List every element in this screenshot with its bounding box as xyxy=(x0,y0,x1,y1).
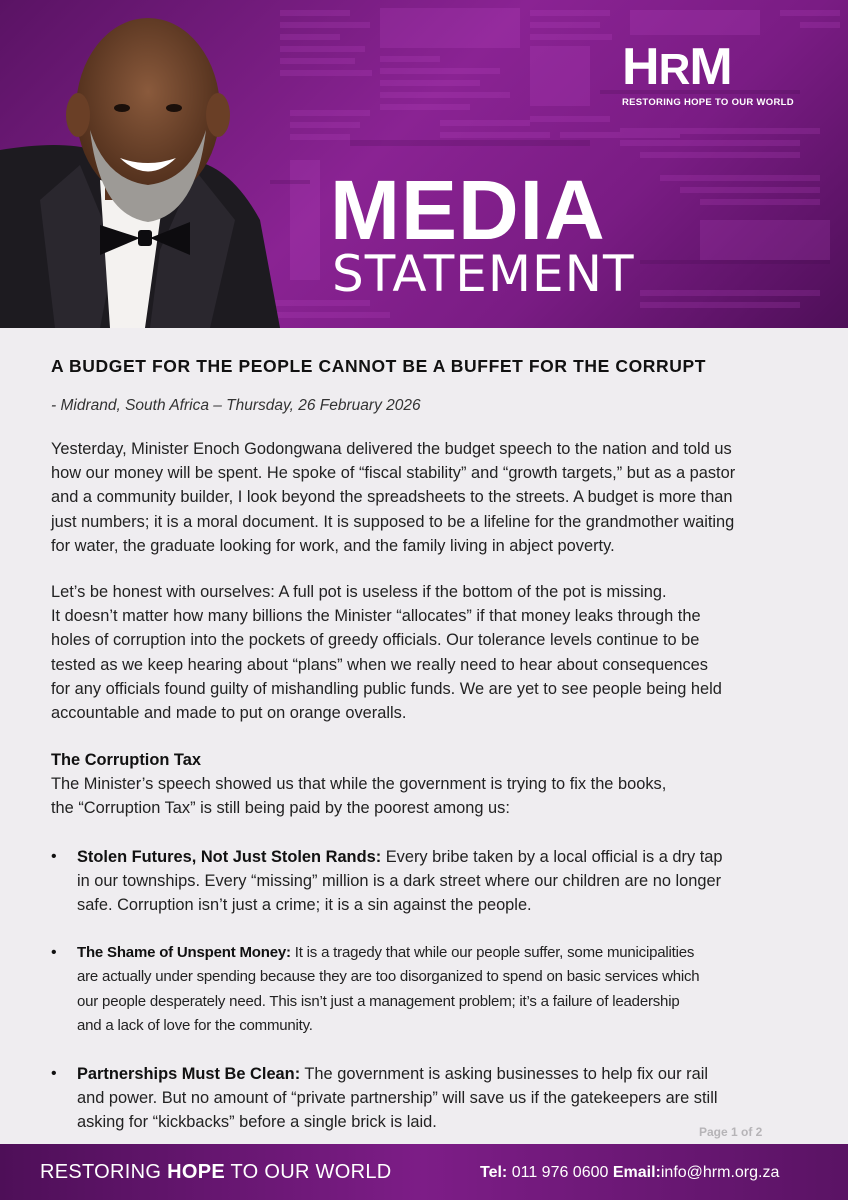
section-title-corruption-tax: The Corruption Tax xyxy=(51,751,201,770)
paragraph-line: Yesterday, Minister Enoch Godongwana delivered the budget speech to the nation and told us xyxy=(51,440,732,458)
bullet-title: The Shame of Unspent Money: xyxy=(77,944,291,962)
article-content xyxy=(51,356,803,1159)
bullet-item: • Stolen Futures, Not Just Stolen Rands: Every bribe taken by a local official is a dry tap in our townships. Every “missing” million is a dark street where our children are no longer safe. Corruption isn’t just a crime; it is a sin against the people. xyxy=(51,845,803,918)
paragraph-line: for any officials found guilty of mishandling public funds. We are yet to see people being held xyxy=(51,679,722,698)
bullet-item: • Partnerships Must Be Clean: The government is asking businesses to help fix our rail and power. But no amount of “private partnership” will save us if the gatekeepers are still asking for “kickbacks” before a single brick is laid. xyxy=(51,1062,803,1135)
paragraph-line: accountable and made to put on orange overalls. xyxy=(51,704,407,723)
page-number: Page 1 of 2 xyxy=(699,1125,763,1139)
paragraph-line: and a community builder, I look beyond the spreadsheets to the streets. A budget is more than xyxy=(51,488,733,507)
paragraph-line: holes of corruption into the pockets of greedy officials. Our tolerance levels continue to be xyxy=(51,631,700,650)
bullet-item: • The Shame of Unspent Money: It is a tragedy that while our people suffer, some municipalities are actually under spending because they are too disorganized to spend on basic services which our people desperately need. This isn’t just a management problem; it’s a failure of leadership and a lack of love for the community. xyxy=(51,941,803,1038)
bullet-list xyxy=(51,845,803,1135)
logo-mark: HRM xyxy=(622,38,732,96)
article-dateline: - Midrand, South Africa – Thursday, 26 February 2026 xyxy=(51,397,421,414)
section-intro xyxy=(51,772,803,820)
paragraph-line: for water, the graduate looking for work, and the family living in abject poverty. xyxy=(51,536,615,555)
tel-label: Tel: xyxy=(480,1164,508,1181)
paragraph-line: tested as we keep hearing about “plans” when we really need to hear about consequences xyxy=(51,655,708,674)
paragraph-line: just numbers; it is a moral document. It is supposed to be a lifeline for the grandmother waiting xyxy=(51,512,735,531)
article-headline: A BUDGET FOR THE PEOPLE CANNOT BE A BUFFET FOR THE CORRUPT xyxy=(51,356,707,376)
email-value[interactable]: info@hrm.org.za xyxy=(660,1164,780,1181)
paragraph-line: The Minister’s speech showed us that while the government is trying to fix the books, xyxy=(51,775,667,794)
title-statement: STATEMENT xyxy=(332,245,635,303)
title-media: MEDIA xyxy=(330,163,606,257)
paragraph-line: how our money will be spent. He spoke of “fiscal stability” and “growth targets,” but as a pastor xyxy=(51,464,736,483)
header-banner xyxy=(0,0,848,328)
bullet-title: Partnerships Must Be Clean: xyxy=(77,1065,301,1084)
paragraph-2 xyxy=(51,580,803,725)
spokesperson-portrait xyxy=(0,0,300,328)
tel-value[interactable]: 011 976 0600 xyxy=(507,1164,613,1181)
paragraph-line: the “Corruption Tax” is still being paid by the poorest among us: xyxy=(51,799,510,818)
paragraph-line: It doesn’t matter how many billions the Minister “allocates” if that money leaks through the xyxy=(51,607,701,626)
email-label: Email: xyxy=(612,1164,661,1181)
footer-tagline: RESTORING HOPE TO OUR WORLD xyxy=(40,1161,392,1183)
paragraph-1 xyxy=(51,437,803,558)
hrm-logo xyxy=(622,38,798,108)
footer-contact xyxy=(480,1164,779,1182)
bullet-title: Stolen Futures, Not Just Stolen Rands: xyxy=(77,847,382,866)
footer-bar xyxy=(0,1144,848,1200)
paragraph-line: Let’s be honest with ourselves: A full pot is useless if the bottom of the pot is missing. xyxy=(51,583,667,602)
logo-tagline: RESTORING HOPE TO OUR WORLD xyxy=(622,97,794,108)
